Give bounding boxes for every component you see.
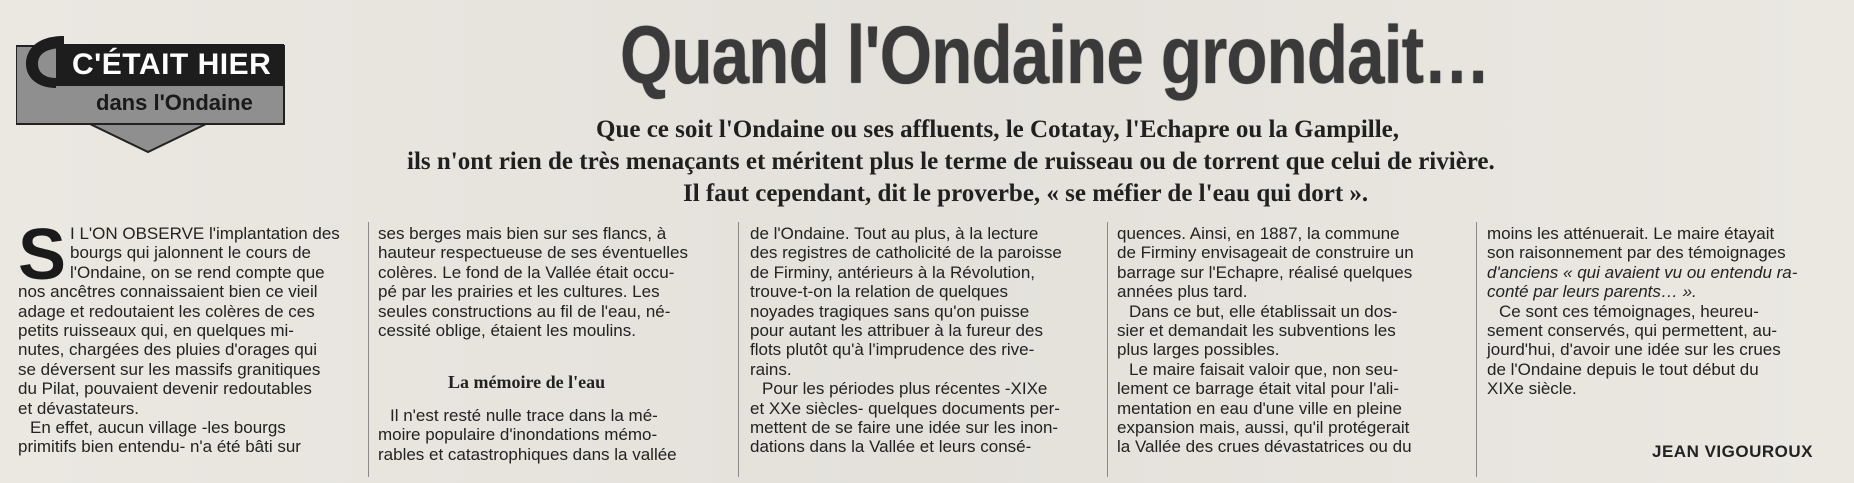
text-line: hauteur respectueuse de ses éventuelles <box>378 243 688 263</box>
text-line: du Pilat, pouvaient devenir redoutables <box>18 379 312 399</box>
text-line: seules constructions au fil de l'eau, né- <box>378 301 671 321</box>
text-line: noyades tragiques sans qu'on puisse <box>750 301 1030 321</box>
article-subheading: La mémoire de l'eau <box>448 372 606 392</box>
text-line: adage et redoutaient les colères de ces <box>18 301 315 321</box>
text-line: colères. Le fond de la Vallée était occu- <box>378 262 675 282</box>
text-line: son raisonnement par des témoignages <box>1487 243 1786 263</box>
text-line: dations dans la Vallée et leurs consé- <box>750 437 1032 457</box>
text-line: de l'Ondaine. Tout au plus, à la lecture <box>750 224 1039 243</box>
column-rule <box>1107 222 1108 477</box>
article-column-1 <box>18 215 363 457</box>
text-line: pour autant les attribuer à la fureur des <box>750 321 1043 341</box>
text-line: ses berges mais bien sur ses flancs, à <box>378 224 667 243</box>
text-line: bourgs qui jalonnent le cours de <box>70 243 311 263</box>
section-rubric <box>16 30 286 154</box>
text-line: expansion mais, aussi, qu'il protégerait <box>1117 418 1410 438</box>
text-line: XIXe siècle. <box>1487 379 1577 399</box>
text-line: plus larges possibles. <box>1117 340 1280 360</box>
text-line: nos ancêtres connaissaient bien ce vieil <box>18 282 318 302</box>
text-line: barrage sur l'Echapre, réalisé quelques <box>1117 262 1413 282</box>
article-standfirst <box>340 114 1840 210</box>
text-line: des registres de catholicité de la paroisse <box>750 243 1062 263</box>
column-rule <box>368 222 369 477</box>
text-line: Dans ce but, elle établissait un dos- <box>1129 301 1398 321</box>
text-line: rains. <box>750 359 792 379</box>
column-rule <box>1476 222 1477 477</box>
article-byline: JEAN VIGOUROUX <box>1652 442 1813 461</box>
text-line: En effet, aucun village -les bourgs <box>30 418 286 438</box>
text-line: et XXe siècles- quelques documents per- <box>750 398 1060 418</box>
standfirst-line: ils n'ont rien de très menaçants et méritent plus le terme de ruisseau ou de torrent que celui de rivière. <box>407 148 1495 175</box>
text-line: d'anciens « qui avaient vu ou entendu ra- <box>1487 262 1798 282</box>
text-line: pé par les prairies et les cultures. Les <box>378 282 660 302</box>
text-line: I L'ON OBSERVE l'implantation des <box>70 224 340 243</box>
text-line: Ce sont ces témoignages, heureu- <box>1499 301 1759 321</box>
article-column-4 <box>1117 224 1462 457</box>
text-line: et dévastateurs. <box>18 398 139 418</box>
text-line: Le maire faisait valoir que, non seu- <box>1129 359 1399 379</box>
text-line: quences. Ainsi, en 1887, la commune <box>1117 224 1400 243</box>
text-line: années plus tard. <box>1117 282 1248 302</box>
text-line: petits ruisseaux qui, en quelques mi- <box>18 321 294 341</box>
text-line: sement conservés, qui permettent, au- <box>1487 321 1778 341</box>
article-column-2-continued <box>378 406 723 464</box>
article-headline: Quand l'Ondaine grondait… <box>620 10 1490 101</box>
text-line: de l'Ondaine depuis le tout début du <box>1487 359 1759 379</box>
text-line: la Vallée des crues dévastatrices ou du <box>1117 437 1412 457</box>
drop-cap: S <box>18 215 67 295</box>
column-rule <box>738 222 739 477</box>
rubric-title: C'ÉTAIT HIER <box>72 48 272 81</box>
article-column-5 <box>1487 224 1842 399</box>
text-line: lement ce barrage était vital pour l'ali- <box>1117 379 1399 399</box>
text-line: mettent de se faire une idée sur les inon- <box>750 418 1059 438</box>
standfirst-line: Que ce soit l'Ondaine ou ses affluents, le Cotatay, l'Echapre ou la Gampille, <box>596 116 1400 143</box>
text-line: primitifs bien entendu- n'a été bâti sur <box>18 437 301 457</box>
rubric-subtitle: dans l'Ondaine <box>96 90 253 115</box>
text-line: conté par leurs parents… ». <box>1487 282 1697 302</box>
text-line: l'Ondaine, on se rend compte que <box>70 262 325 282</box>
article-column-3 <box>750 224 1096 457</box>
text-line: moire populaire d'inondations mémo- <box>378 425 658 445</box>
text-line: nutes, chargées des pluies d'orages qui <box>18 340 318 360</box>
text-line: se déversent sur les massifs granitiques <box>18 359 321 379</box>
article-column-2 <box>378 224 723 340</box>
text-line: cessité oblige, étaient les moulins. <box>378 321 636 341</box>
text-line: moins les atténuerait. Le maire étayait <box>1487 224 1775 243</box>
text-line: mentation en eau d'une ville en pleine <box>1117 398 1402 418</box>
text-line: trouve-t-on la relation de quelques <box>750 282 1008 302</box>
standfirst-line: Il faut cependant, dit le proverbe, « se méfier de l'eau qui dort ». <box>683 180 1369 207</box>
text-line: de Firminy envisageait de construire un <box>1117 243 1414 263</box>
text-line: de Firminy, antérieurs à la Révolution, <box>750 262 1036 282</box>
text-line: rables et catastrophiques dans la vallée <box>378 444 677 464</box>
text-line: flots plutôt qu'à l'imprudence des rive- <box>750 340 1035 360</box>
text-line: jourd'hui, d'avoir une idée sur les crues <box>1487 340 1781 360</box>
text-line: Pour les périodes plus récentes -XIXe <box>762 379 1048 399</box>
text-line: Il n'est resté nulle trace dans la mé- <box>390 406 658 425</box>
text-line: sier et demandait les subventions les <box>1117 321 1396 341</box>
